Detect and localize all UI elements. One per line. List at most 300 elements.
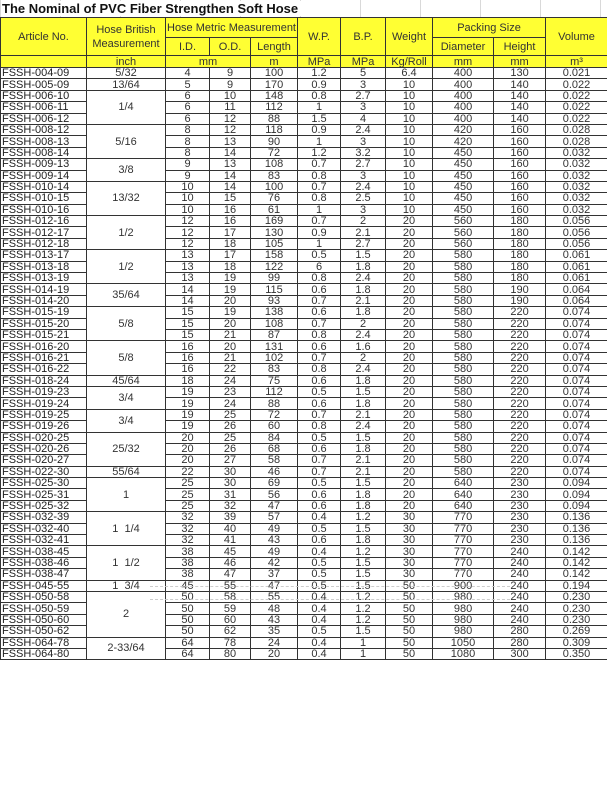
cell-height: 220	[494, 466, 546, 477]
cell-height: 140	[494, 79, 546, 90]
cell-height: 280	[494, 626, 546, 637]
cell-volume: 0.022	[546, 102, 607, 113]
cell-od: 14	[210, 147, 251, 158]
cell-length: 100	[251, 68, 298, 79]
cell-bp: 2.7	[341, 238, 386, 249]
cell-article-no: FSSH-050-60	[1, 614, 87, 625]
cell-length: 115	[251, 284, 298, 295]
cell-height: 300	[494, 648, 546, 659]
cell-length: 48	[251, 603, 298, 614]
cell-height: 140	[494, 113, 546, 124]
cell-volume: 0.074	[546, 352, 607, 363]
cell-height: 230	[494, 478, 546, 489]
cell-bp: 1.5	[341, 478, 386, 489]
cell-height: 180	[494, 250, 546, 261]
cell-british-measurement: 45/64	[87, 375, 166, 386]
unit-wp: MPa	[298, 56, 341, 68]
cell-volume: 0.230	[546, 614, 607, 625]
cell-length: 83	[251, 364, 298, 375]
cell-bp: 2	[341, 216, 386, 227]
cell-bp: 1.8	[341, 375, 386, 386]
cell-length: 60	[251, 421, 298, 432]
cell-article-no: FSSH-050-62	[1, 626, 87, 637]
cell-bp: 3	[341, 136, 386, 147]
cell-id: 16	[166, 352, 210, 363]
cell-od: 23	[210, 386, 251, 397]
cell-length: 130	[251, 227, 298, 238]
cell-diameter: 450	[433, 181, 494, 192]
cell-od: 62	[210, 626, 251, 637]
cell-id: 19	[166, 409, 210, 420]
cell-british-measurement: 1/4	[87, 90, 166, 124]
unit-height: mm	[494, 56, 546, 68]
cell-length: 108	[251, 159, 298, 170]
cell-bp: 1.8	[341, 489, 386, 500]
cell-length: 24	[251, 637, 298, 648]
cell-article-no: FSSH-025-32	[1, 500, 87, 511]
cell-article-no: FSSH-010-15	[1, 193, 87, 204]
cell-wp: 0.9	[298, 227, 341, 238]
cell-od: 21	[210, 352, 251, 363]
cell-article-no: FSSH-020-25	[1, 432, 87, 443]
cell-length: 100	[251, 181, 298, 192]
cell-weight: 20	[386, 216, 433, 227]
cell-height: 220	[494, 318, 546, 329]
cell-diameter: 770	[433, 523, 494, 534]
cell-volume: 0.142	[546, 569, 607, 580]
cell-bp: 2.1	[341, 466, 386, 477]
cell-british-measurement: 3/8	[87, 159, 166, 182]
cell-article-no: FSSH-025-31	[1, 489, 87, 500]
cell-weight: 20	[386, 227, 433, 238]
cell-diameter: 580	[433, 341, 494, 352]
cell-wp: 0.5	[298, 523, 341, 534]
cell-article-no: FSSH-004-09	[1, 68, 87, 79]
cell-bp: 1	[341, 648, 386, 659]
cell-wp: 0.6	[298, 307, 341, 318]
cell-id: 6	[166, 90, 210, 101]
table-body	[1, 68, 607, 660]
table-row	[1, 375, 607, 386]
cell-od: 16	[210, 204, 251, 215]
cell-diameter: 450	[433, 170, 494, 181]
cell-length: 20	[251, 648, 298, 659]
cell-od: 46	[210, 557, 251, 568]
cell-volume: 0.074	[546, 307, 607, 318]
cell-article-no: FSSH-019-24	[1, 398, 87, 409]
cell-article-no: FSSH-009-14	[1, 170, 87, 181]
cell-length: 58	[251, 455, 298, 466]
cell-weight: 50	[386, 648, 433, 659]
cell-article-no: FSSH-014-19	[1, 284, 87, 295]
cell-weight: 20	[386, 500, 433, 511]
title-row	[0, 0, 607, 17]
cell-bp: 1.5	[341, 569, 386, 580]
cell-volume: 0.061	[546, 261, 607, 272]
cell-diameter: 580	[433, 432, 494, 443]
cell-volume: 0.061	[546, 273, 607, 284]
table-row	[1, 637, 607, 648]
cell-british-measurement: 2-33/64	[87, 637, 166, 660]
cell-weight: 20	[386, 432, 433, 443]
cell-diameter: 420	[433, 124, 494, 135]
cell-weight: 20	[386, 489, 433, 500]
cell-height: 190	[494, 284, 546, 295]
cell-wp: 0.5	[298, 478, 341, 489]
cell-wp: 0.8	[298, 90, 341, 101]
cell-id: 10	[166, 181, 210, 192]
cell-bp: 1.5	[341, 580, 386, 591]
cell-id: 6	[166, 113, 210, 124]
cell-bp: 2.5	[341, 193, 386, 204]
cell-od: 55	[210, 580, 251, 591]
cell-diameter: 560	[433, 216, 494, 227]
cell-volume: 0.142	[546, 557, 607, 568]
cell-weight: 20	[386, 409, 433, 420]
table-row	[1, 478, 607, 489]
cell-wp: 1.2	[298, 147, 341, 158]
cell-wp: 0.7	[298, 181, 341, 192]
cell-od: 14	[210, 181, 251, 192]
cell-bp: 1.8	[341, 443, 386, 454]
cell-length: 108	[251, 318, 298, 329]
cell-volume: 0.022	[546, 79, 607, 90]
cell-volume: 0.136	[546, 512, 607, 523]
cell-bp: 1.5	[341, 250, 386, 261]
cell-height: 220	[494, 432, 546, 443]
cell-volume: 0.230	[546, 603, 607, 614]
cell-british-measurement: 1 3/4	[87, 580, 166, 591]
cell-id: 32	[166, 523, 210, 534]
cell-od: 58	[210, 591, 251, 602]
cell-volume: 0.269	[546, 626, 607, 637]
cell-wp: 0.6	[298, 443, 341, 454]
cell-height: 230	[494, 500, 546, 511]
cell-diameter: 580	[433, 364, 494, 375]
cell-od: 27	[210, 455, 251, 466]
cell-british-measurement: 13/32	[87, 181, 166, 215]
cell-od: 9	[210, 68, 251, 79]
cell-height: 180	[494, 227, 546, 238]
hose-spec-table	[0, 17, 607, 660]
cell-diameter: 580	[433, 375, 494, 386]
cell-weight: 20	[386, 261, 433, 272]
cell-id: 38	[166, 546, 210, 557]
cell-length: 122	[251, 261, 298, 272]
cell-id: 18	[166, 375, 210, 386]
cell-volume: 0.074	[546, 364, 607, 375]
cell-article-no: FSSH-038-47	[1, 569, 87, 580]
cell-article-no: FSSH-025-30	[1, 478, 87, 489]
cell-bp: 1	[341, 637, 386, 648]
cell-article-no: FSSH-010-16	[1, 204, 87, 215]
cell-british-measurement: 1 1/4	[87, 512, 166, 546]
unit-length: m	[251, 56, 298, 68]
cell-id: 20	[166, 432, 210, 443]
cell-length: 169	[251, 216, 298, 227]
cell-volume: 0.028	[546, 124, 607, 135]
cell-height: 160	[494, 204, 546, 215]
cell-length: 47	[251, 500, 298, 511]
cell-id: 20	[166, 455, 210, 466]
cell-length: 35	[251, 626, 298, 637]
cell-length: 69	[251, 478, 298, 489]
cell-wp: 0.4	[298, 591, 341, 602]
cell-british-measurement: 3/4	[87, 386, 166, 409]
cell-article-no: FSSH-014-20	[1, 295, 87, 306]
cell-wp: 0.7	[298, 455, 341, 466]
cell-diameter: 580	[433, 443, 494, 454]
cell-wp: 0.6	[298, 375, 341, 386]
cell-weight: 10	[386, 193, 433, 204]
cell-wp: 0.4	[298, 603, 341, 614]
cell-volume: 0.074	[546, 386, 607, 397]
cell-weight: 20	[386, 273, 433, 284]
cell-length: 88	[251, 398, 298, 409]
cell-weight: 50	[386, 626, 433, 637]
cell-od: 22	[210, 364, 251, 375]
cell-bp: 1.8	[341, 261, 386, 272]
cell-id: 12	[166, 227, 210, 238]
cell-wp: 0.9	[298, 124, 341, 135]
cell-weight: 50	[386, 603, 433, 614]
cell-volume: 0.074	[546, 329, 607, 340]
cell-diameter: 580	[433, 250, 494, 261]
cell-article-no: FSSH-005-09	[1, 79, 87, 90]
unit-weight: Kg/Roll	[386, 56, 433, 68]
cell-id: 13	[166, 250, 210, 261]
cell-article-no: FSSH-006-12	[1, 113, 87, 124]
cell-wp: 0.6	[298, 535, 341, 546]
cell-id: 25	[166, 478, 210, 489]
cell-od: 59	[210, 603, 251, 614]
cell-bp: 1.5	[341, 626, 386, 637]
cell-weight: 10	[386, 170, 433, 181]
cell-article-no: FSSH-012-17	[1, 227, 87, 238]
cell-wp: 0.7	[298, 216, 341, 227]
cell-height: 280	[494, 637, 546, 648]
cell-id: 50	[166, 603, 210, 614]
cell-length: 49	[251, 546, 298, 557]
cell-id: 19	[166, 398, 210, 409]
cell-od: 15	[210, 193, 251, 204]
cell-id: 5	[166, 79, 210, 90]
cell-bp: 1.8	[341, 307, 386, 318]
cell-length: 112	[251, 102, 298, 113]
cell-height: 180	[494, 261, 546, 272]
cell-bp: 1.8	[341, 398, 386, 409]
cell-volume: 0.061	[546, 250, 607, 261]
cell-bp: 1.8	[341, 535, 386, 546]
cell-height: 220	[494, 364, 546, 375]
cell-bp: 1.6	[341, 341, 386, 352]
cell-diameter: 400	[433, 79, 494, 90]
cell-height: 220	[494, 421, 546, 432]
cell-id: 4	[166, 68, 210, 79]
table-row	[1, 432, 607, 443]
table-row	[1, 591, 607, 602]
cell-length: 68	[251, 443, 298, 454]
cell-article-no: FSSH-064-80	[1, 648, 87, 659]
cell-length: 84	[251, 432, 298, 443]
cell-wp: 0.4	[298, 637, 341, 648]
cell-height: 140	[494, 102, 546, 113]
cell-article-no: FSSH-064-78	[1, 637, 87, 648]
cell-volume: 0.032	[546, 159, 607, 170]
cell-british-measurement: 55/64	[87, 466, 166, 477]
cell-volume: 0.074	[546, 409, 607, 420]
cell-height: 230	[494, 489, 546, 500]
header-od: O.D.	[210, 38, 251, 56]
cell-wp: 0.7	[298, 352, 341, 363]
cell-od: 10	[210, 90, 251, 101]
cell-volume: 0.056	[546, 227, 607, 238]
cell-length: 47	[251, 580, 298, 591]
cell-article-no: FSSH-008-12	[1, 124, 87, 135]
table-row	[1, 466, 607, 477]
cell-wp: 0.8	[298, 364, 341, 375]
cell-od: 20	[210, 341, 251, 352]
cell-bp: 1.2	[341, 603, 386, 614]
cell-bp: 2.1	[341, 409, 386, 420]
cell-british-measurement: 3/4	[87, 409, 166, 432]
cell-wp: 0.4	[298, 648, 341, 659]
cell-bp: 1.5	[341, 432, 386, 443]
cell-length: 75	[251, 375, 298, 386]
table-row	[1, 216, 607, 227]
cell-od: 80	[210, 648, 251, 659]
cell-id: 25	[166, 500, 210, 511]
cell-length: 57	[251, 512, 298, 523]
cell-length: 170	[251, 79, 298, 90]
cell-diameter: 770	[433, 546, 494, 557]
cell-id: 16	[166, 364, 210, 375]
cell-weight: 20	[386, 352, 433, 363]
cell-diameter: 580	[433, 409, 494, 420]
cell-weight: 10	[386, 90, 433, 101]
cell-length: 90	[251, 136, 298, 147]
cell-weight: 10	[386, 159, 433, 170]
table-row	[1, 409, 607, 420]
cell-british-measurement: 1	[87, 478, 166, 512]
cell-od: 20	[210, 318, 251, 329]
cell-bp: 2	[341, 318, 386, 329]
cell-wp: 0.6	[298, 284, 341, 295]
cell-od: 9	[210, 79, 251, 90]
cell-weight: 10	[386, 102, 433, 113]
cell-od: 11	[210, 102, 251, 113]
cell-wp: 0.6	[298, 398, 341, 409]
cell-diameter: 770	[433, 512, 494, 523]
cell-article-no: FSSH-019-26	[1, 421, 87, 432]
cell-id: 50	[166, 626, 210, 637]
cell-length: 46	[251, 466, 298, 477]
cell-height: 230	[494, 512, 546, 523]
cell-bp: 2.1	[341, 227, 386, 238]
cell-bp: 3	[341, 79, 386, 90]
header-article-no: Article No.	[1, 18, 87, 56]
cell-volume: 0.064	[546, 284, 607, 295]
cell-diameter: 400	[433, 113, 494, 124]
cell-od: 26	[210, 443, 251, 454]
cell-length: 61	[251, 204, 298, 215]
cell-height: 220	[494, 352, 546, 363]
cell-height: 220	[494, 455, 546, 466]
cell-wp: 0.8	[298, 170, 341, 181]
cell-article-no: FSSH-022-30	[1, 466, 87, 477]
cell-article-no: FSSH-015-19	[1, 307, 87, 318]
cell-weight: 10	[386, 136, 433, 147]
table-row	[1, 546, 607, 557]
table-row	[1, 90, 607, 101]
cell-od: 30	[210, 466, 251, 477]
cell-length: 118	[251, 124, 298, 135]
cell-od: 39	[210, 512, 251, 523]
cell-od: 13	[210, 159, 251, 170]
cell-id: 38	[166, 569, 210, 580]
cell-wp: 0.5	[298, 250, 341, 261]
cell-height: 240	[494, 569, 546, 580]
cell-article-no: FSSH-019-25	[1, 409, 87, 420]
cell-diameter: 640	[433, 489, 494, 500]
cell-bp: 1.8	[341, 284, 386, 295]
cell-height: 230	[494, 535, 546, 546]
cell-bp: 3	[341, 204, 386, 215]
cell-volume: 0.136	[546, 535, 607, 546]
cell-id: 9	[166, 170, 210, 181]
cell-weight: 20	[386, 238, 433, 249]
cell-wp: 0.7	[298, 409, 341, 420]
cell-volume: 0.094	[546, 478, 607, 489]
cell-wp: 6	[298, 261, 341, 272]
cell-bp: 2.4	[341, 181, 386, 192]
cell-od: 13	[210, 136, 251, 147]
cell-volume: 0.194	[546, 580, 607, 591]
cell-id: 10	[166, 204, 210, 215]
header-id: I.D.	[166, 38, 210, 56]
cell-height: 240	[494, 557, 546, 568]
cell-id: 14	[166, 295, 210, 306]
cell-od: 30	[210, 478, 251, 489]
cell-diameter: 560	[433, 238, 494, 249]
cell-weight: 50	[386, 614, 433, 625]
cell-weight: 30	[386, 512, 433, 523]
cell-od: 21	[210, 329, 251, 340]
cell-wp: 0.5	[298, 432, 341, 443]
cell-id: 32	[166, 535, 210, 546]
header-volume: Volume	[546, 18, 607, 56]
cell-od: 60	[210, 614, 251, 625]
cell-height: 160	[494, 170, 546, 181]
cell-id: 13	[166, 273, 210, 284]
cell-diameter: 450	[433, 147, 494, 158]
page-title: The Nominal of PVC Fiber Strengthen Soft Hose	[2, 1, 302, 16]
cell-wp: 0.5	[298, 580, 341, 591]
table-row	[1, 341, 607, 352]
cell-length: 37	[251, 569, 298, 580]
cell-article-no: FSSH-032-41	[1, 535, 87, 546]
cell-height: 220	[494, 398, 546, 409]
cell-article-no: FSSH-038-45	[1, 546, 87, 557]
cell-diameter: 580	[433, 398, 494, 409]
cell-id: 19	[166, 386, 210, 397]
table-row	[1, 580, 607, 591]
cell-british-measurement: 1/2	[87, 216, 166, 250]
cell-id: 8	[166, 147, 210, 158]
cell-wp: 0.9	[298, 79, 341, 90]
table-row	[1, 512, 607, 523]
cell-od: 24	[210, 398, 251, 409]
